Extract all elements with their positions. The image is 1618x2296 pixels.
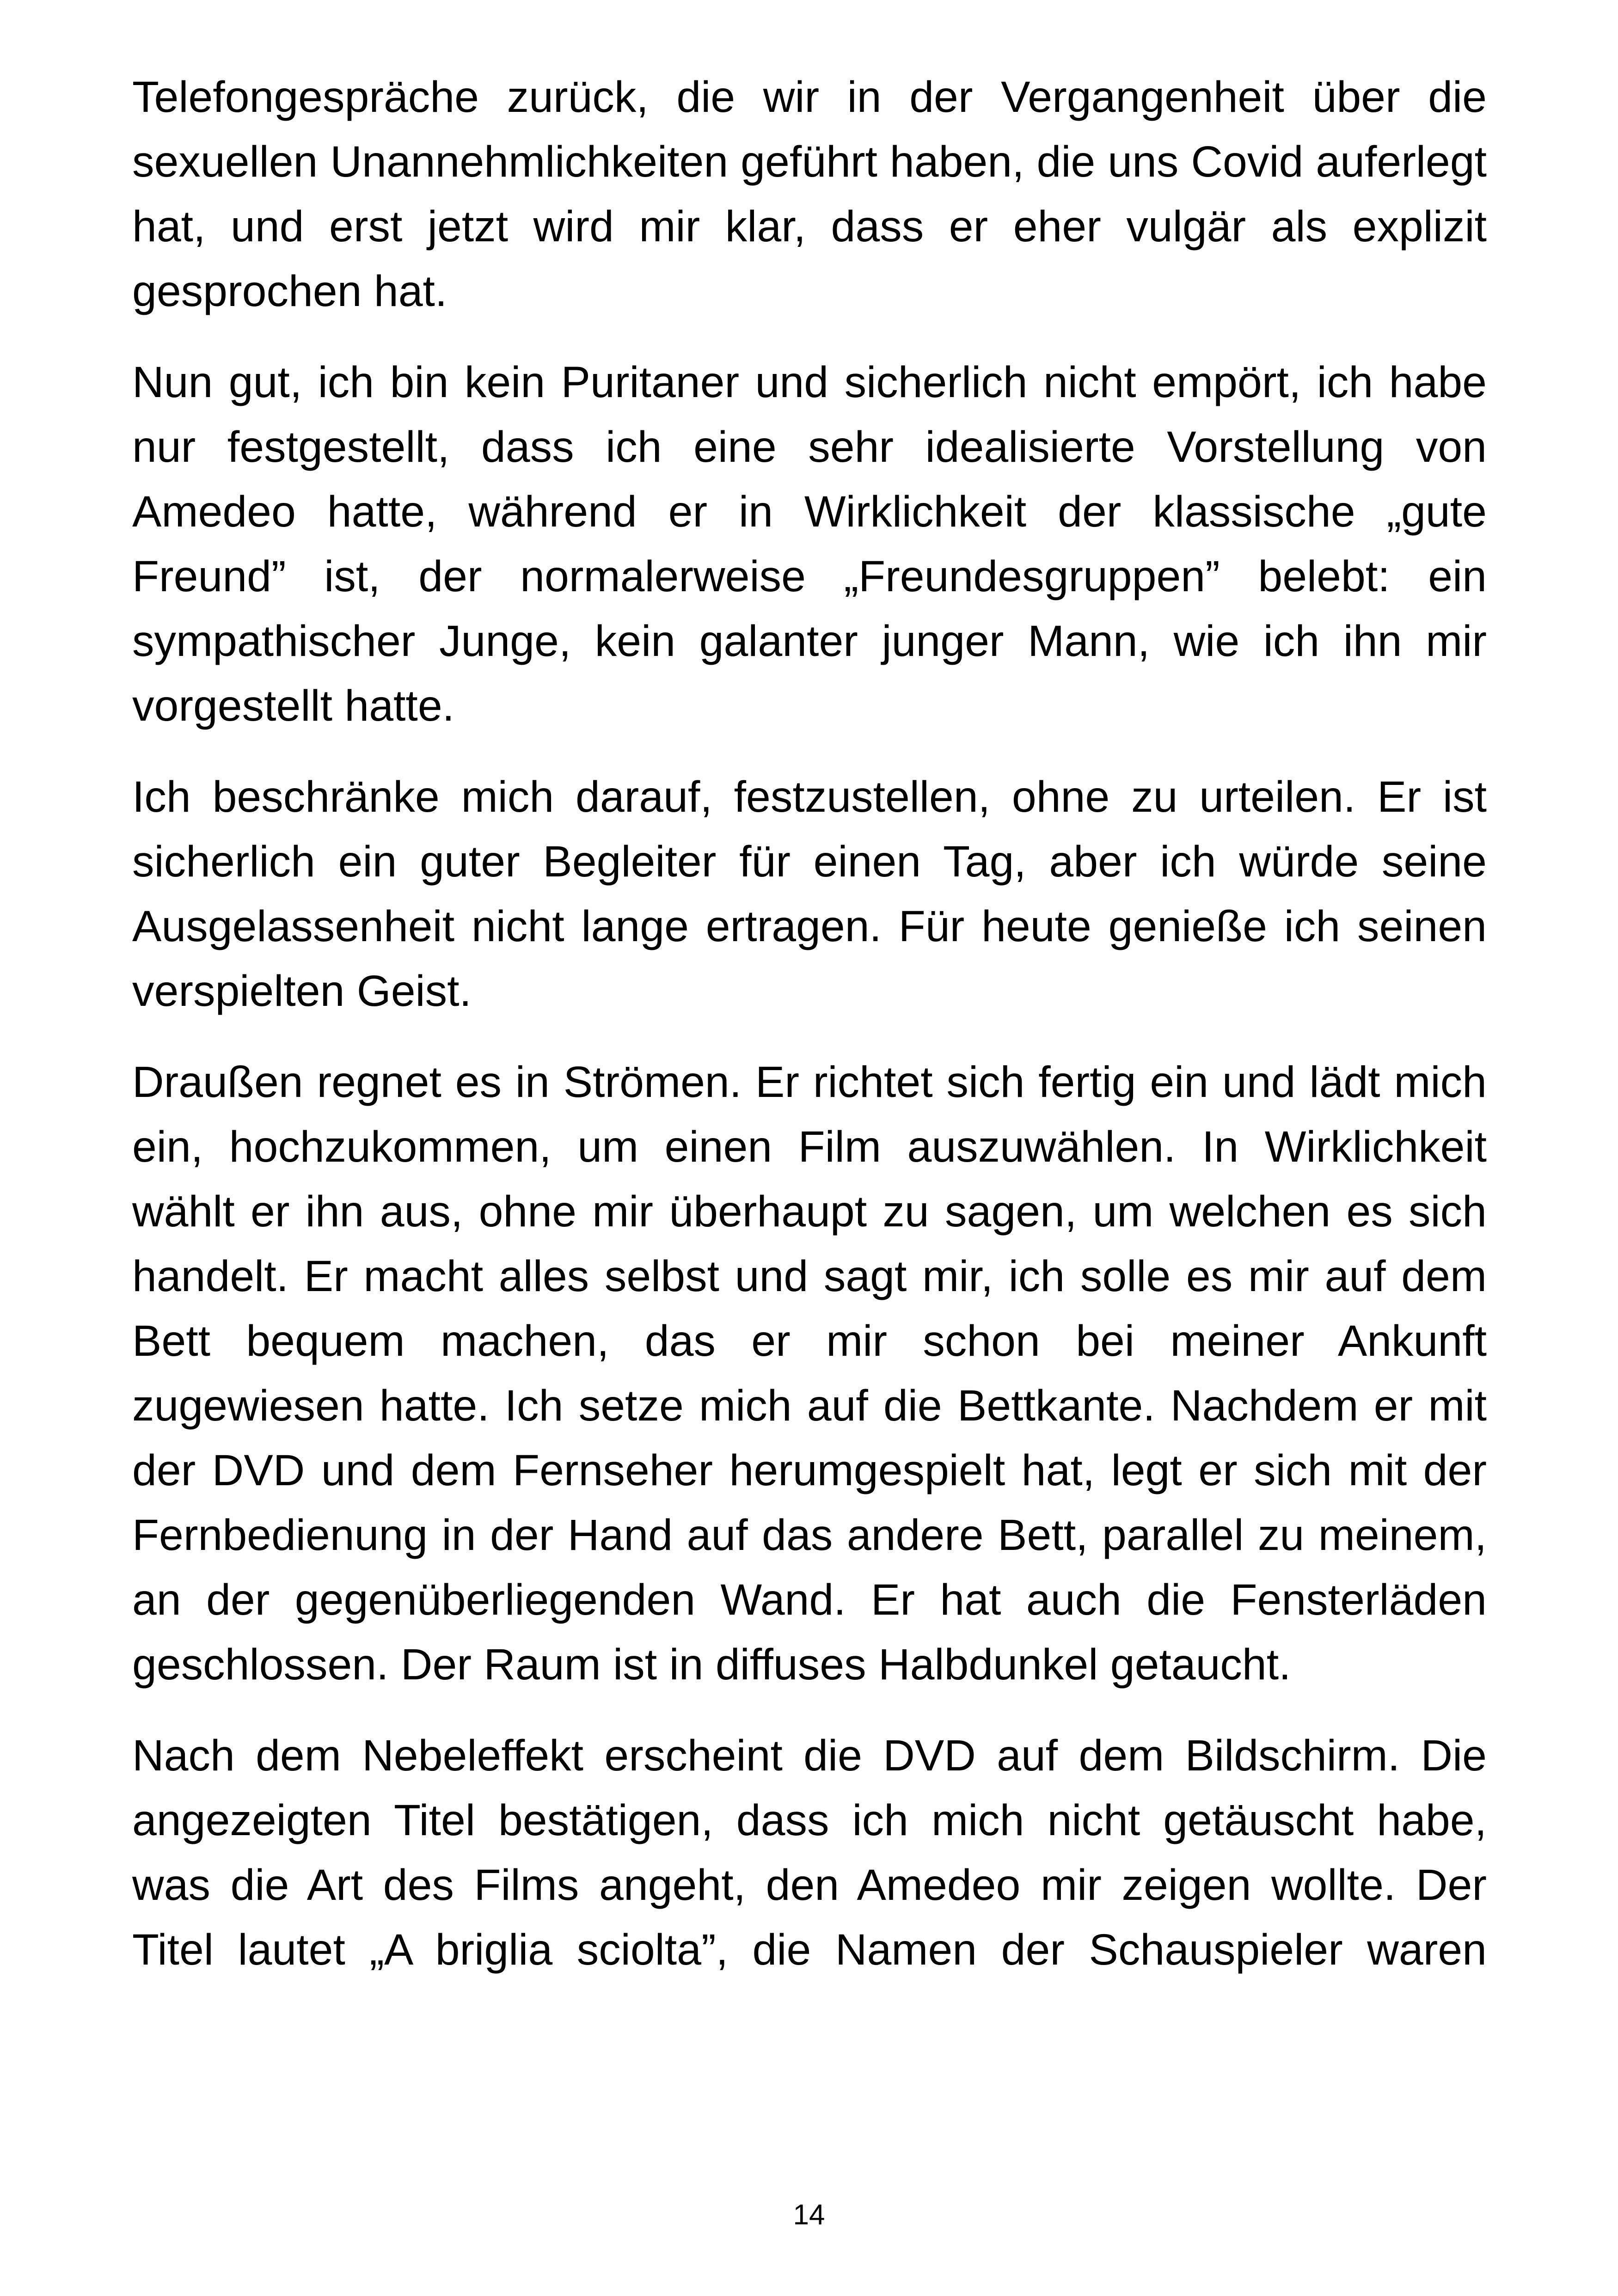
body-text — [132, 65, 1487, 2008]
paragraph-2: Nun gut, ich bin kein Puritaner und sicherlich nicht empört, ich habe nur festgestellt, dass ich eine sehr idealisierte Vorstellung von Amedeo hatte, während er in Wirklichkeit der klassische „gute Freund” ist, der normalerweise „Freundesgruppen” belebt: ein sympathischer Junge, kein galanter junger Mann, wie ich ihn mir vorgestellt hatte. — [132, 358, 1487, 730]
paragraph-1: Telefongespräche zurück, die wir in der Vergangenheit über die sexuellen Unannehmlichkeiten geführt haben, die uns Covid auferlegt hat, und erst jetzt wird mir klar, dass er eher vulgär als explizit gesprochen hat. — [132, 73, 1487, 316]
paragraph-5: Nach dem Nebeleffekt erscheint die DVD auf dem Bildschirm. Die angezeigten Titel bestätigen, dass ich mich nicht getäuscht habe, was die Art des Films angeht, den Amedeo mir zeigen wollte. Der Titel lautet „A briglia sciolta”, die Namen der Schauspieler waren — [132, 1731, 1487, 1974]
paragraph-3: Ich beschränke mich darauf, festzustellen, ohne zu urteilen. Er ist sicherlich ein guter Begleiter für einen Tag, aber ich würde seine Ausgelassenheit nicht lange ertragen. Für heute genieße ich seinen verspielten Geist. — [132, 772, 1487, 1016]
paragraph-4: Draußen regnet es in Strömen. Er richtet sich fertig ein und lädt mich ein, hochzukommen, um einen Film auszuwählen. In Wirklichkeit wählt er ihn aus, ohne mir überhaupt zu sagen, um welchen es sich handelt. Er macht alles selbst und sagt mir, ich solle es mir auf dem Bett bequem machen, das er mir schon bei meiner Ankunft zugewiesen hatte. Ich setze mich auf die Bettkante. Nachdem er mit der DVD und dem Fernseher herumgespielt hat, legt er sich mit der Fernbedienung in der Hand auf das andere Bett, parallel zu meinem, an der gegenüberliegenden Wand. Er hat auch die Fensterläden geschlossen. Der Raum ist in diffuses Halbdunkel getaucht. — [132, 1058, 1487, 1689]
page-number: 14 — [793, 2199, 825, 2231]
